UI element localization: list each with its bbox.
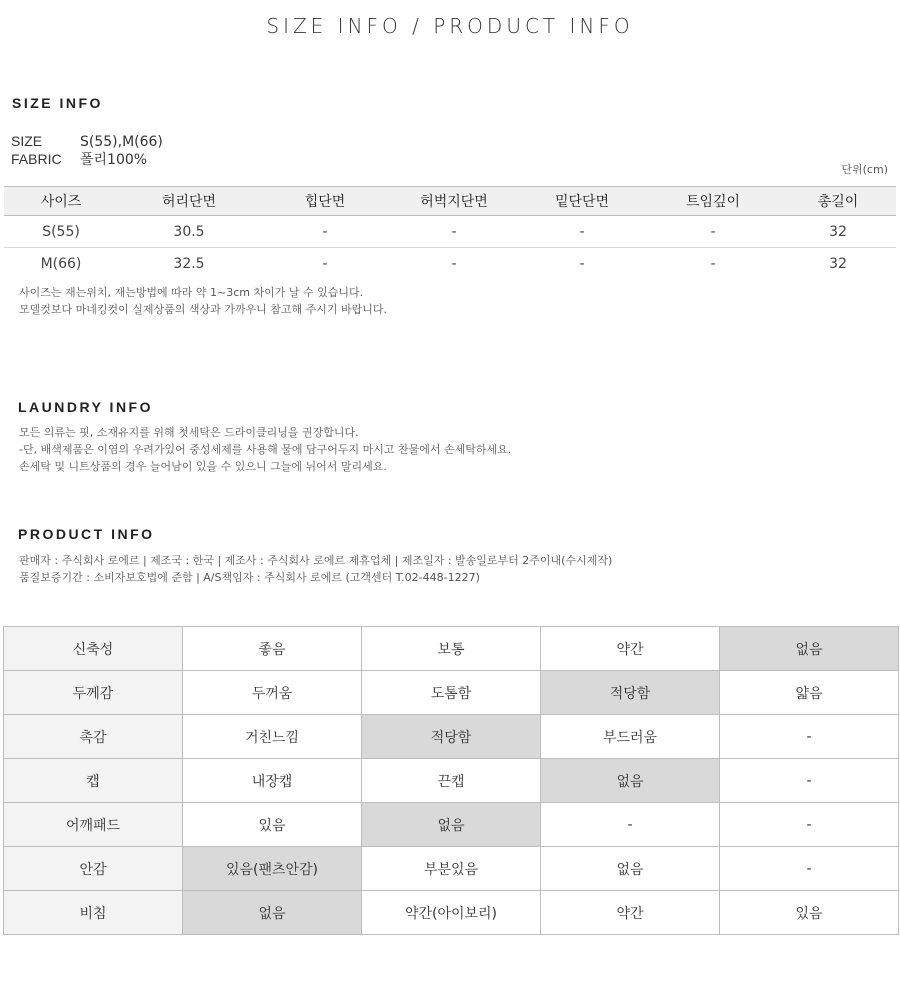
table-cell: -	[322, 255, 328, 272]
size-label: SIZE	[11, 133, 43, 149]
feature-option: 얇음	[720, 671, 899, 715]
feature-option: -	[720, 847, 899, 891]
table-cell: S(55)	[4, 216, 118, 248]
product-info-title: PRODUCT INFO	[18, 526, 155, 542]
feature-option-selected: 없음	[183, 891, 362, 935]
column-header: 허벅지단면	[390, 187, 518, 216]
product-line: 품질보증기간 : 소비자보호법에 준함 | A/S책임자 : 주식회사 로에르 (고객센터 T.02-448-1227)	[19, 571, 480, 584]
table-cell: -	[260, 216, 390, 248]
feature-option: -	[541, 803, 720, 847]
laundry-info-title: LAUNDRY INFO	[18, 399, 153, 415]
feature-row	[4, 803, 899, 847]
size-notes	[19, 284, 387, 318]
feature-option-selected: 없음	[541, 759, 720, 803]
fabric-value: 폴리100%	[80, 152, 148, 168]
feature-option: 보통	[362, 627, 541, 671]
table-cell: M(66)	[40, 255, 82, 272]
feature-option: -	[720, 715, 899, 759]
feature-option: 약간(아이보리)	[362, 891, 541, 935]
table-cell: -	[646, 216, 780, 248]
feature-row	[4, 891, 899, 935]
feature-option: 부드러움	[541, 715, 720, 759]
feature-option-selected: 적당함	[362, 715, 541, 759]
feature-option-selected: 없음	[362, 803, 541, 847]
product-line: 판매자 : 주식회사 로에르 | 제조국 : 한국 | 제조사 : 주식회사 로에르 제휴업체 | 제조일자 : 발송일로부터 2주이내(수시제작)	[19, 554, 613, 567]
table-cell: 32.5	[173, 255, 205, 272]
size-table	[4, 186, 896, 279]
feature-option: 도톰함	[362, 671, 541, 715]
laundry-line: 모든 의류는 핏, 소재유지를 위해 첫세탁은 드라이클리닝을 권장합니다.	[19, 426, 359, 439]
feature-label: 캡	[4, 759, 183, 803]
feature-row	[4, 759, 899, 803]
table-cell: -	[451, 255, 457, 272]
page-title: SIZE INFO / PRODUCT INFO	[266, 14, 634, 38]
table-row	[4, 248, 896, 280]
column-header: 사이즈	[4, 187, 118, 216]
feature-option-selected: 적당함	[541, 671, 720, 715]
feature-option: 있음	[720, 891, 899, 935]
feature-option: -	[720, 803, 899, 847]
feature-option-selected: 있음(팬츠안감)	[183, 847, 362, 891]
product-notes	[19, 552, 612, 586]
feature-option: 거친느낌	[183, 715, 362, 759]
laundry-notes	[19, 424, 511, 475]
size-note: 사이즈는 재는위치, 재는방법에 따라 약 1~3cm 차이가 날 수 있습니다.	[19, 286, 364, 299]
feature-label: 어깨패드	[4, 803, 183, 847]
laundry-line: 손세탁 및 니트상품의 경우 늘어남이 있을 수 있으니 그늘에 뉘어서 말리세요.	[19, 460, 387, 473]
column-header: 힙단면	[260, 187, 390, 216]
feature-option: 약간	[541, 891, 720, 935]
feature-option: 두꺼움	[183, 671, 362, 715]
fabric-spec	[11, 149, 147, 169]
feature-label: 신축성	[4, 627, 183, 671]
size-info-title: SIZE INFO	[12, 95, 103, 111]
table-cell: -	[710, 255, 716, 272]
column-header: 허리단면	[118, 187, 260, 216]
feature-option: 내장캡	[183, 759, 362, 803]
feature-row	[4, 715, 899, 759]
column-header: 총길이	[780, 187, 896, 216]
feature-option: 부분있음	[362, 847, 541, 891]
table-cell: -	[390, 216, 518, 248]
feature-label: 비침	[4, 891, 183, 935]
table-cell: -	[518, 216, 646, 248]
feature-option: 끈캡	[362, 759, 541, 803]
table-row	[4, 216, 896, 248]
table-cell: 30.5	[118, 216, 260, 248]
feature-label: 두께감	[4, 671, 183, 715]
feature-row	[4, 847, 899, 891]
feature-row	[4, 627, 899, 671]
table-cell: -	[579, 255, 585, 272]
feature-label: 촉감	[4, 715, 183, 759]
size-value: S(55),M(66)	[80, 134, 163, 150]
feature-option: 약간	[541, 627, 720, 671]
size-table-header	[4, 187, 896, 216]
feature-row	[4, 671, 899, 715]
laundry-line: -단, 배색제품은 이염의 우려가있어 중성세제를 사용해 물에 담구어두지 마시고 찬물에서 손세탁하세요.	[19, 443, 512, 456]
feature-option: -	[720, 759, 899, 803]
feature-table	[3, 626, 899, 935]
fabric-label: FABRIC	[11, 151, 62, 167]
column-header: 트임깊이	[646, 187, 780, 216]
feature-option: 있음	[183, 803, 362, 847]
feature-option: 없음	[541, 847, 720, 891]
feature-option: 좋음	[183, 627, 362, 671]
feature-label: 안감	[4, 847, 183, 891]
unit-label: 단위(cm)	[841, 163, 888, 176]
size-spec	[11, 133, 163, 150]
table-cell: 32	[780, 216, 896, 248]
feature-option-selected: 없음	[720, 627, 899, 671]
size-note: 모델컷보다 마네킹컷이 실제상품의 색상과 가까우니 참고해 주시기 바랍니다.	[19, 303, 388, 316]
table-cell: 32	[829, 255, 847, 272]
column-header: 밑단단면	[518, 187, 646, 216]
